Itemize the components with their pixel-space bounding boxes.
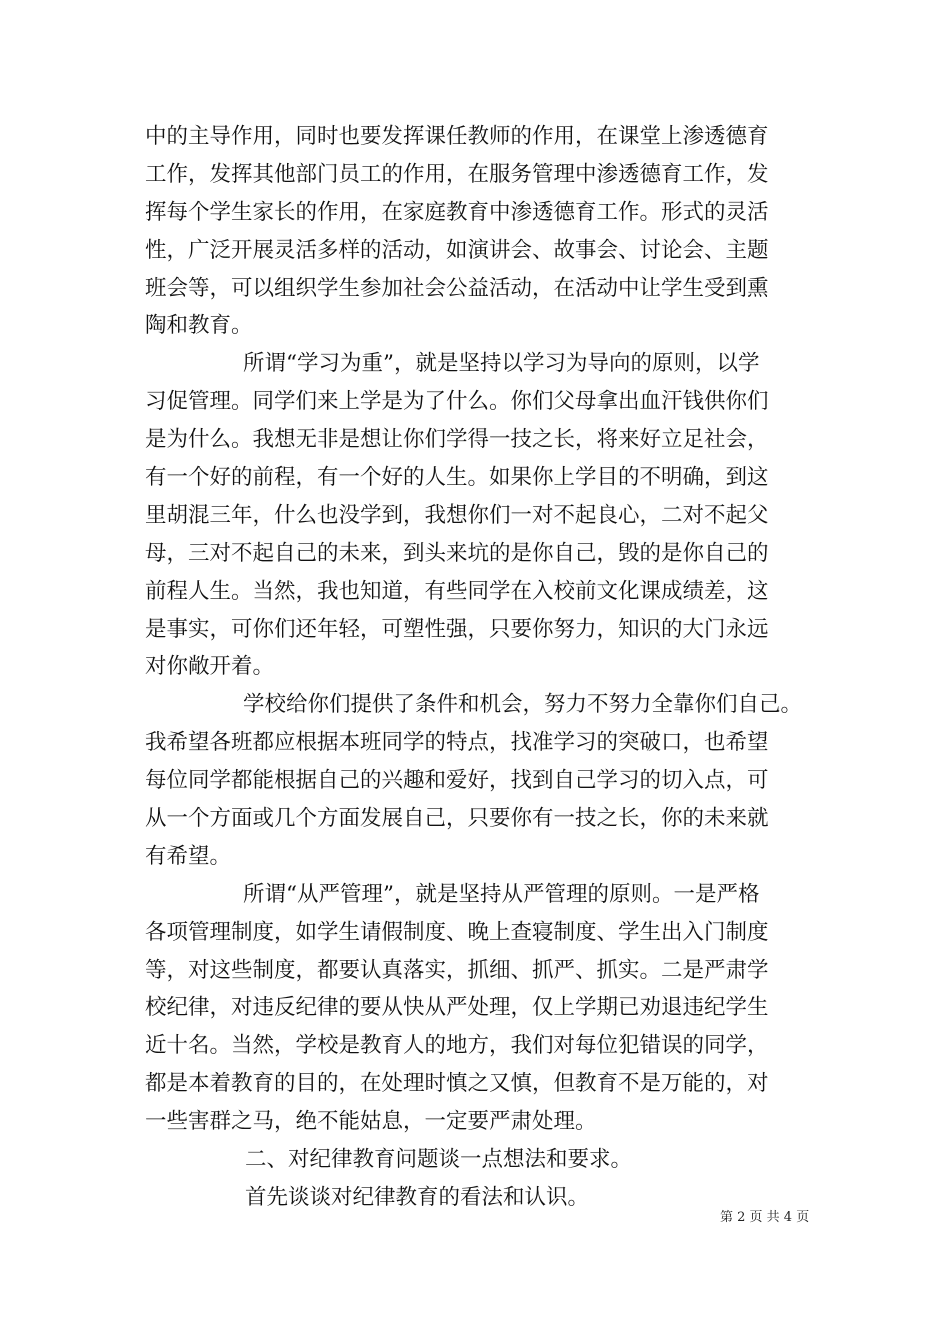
text-line: 近十名。当然，学校是教育人的地方，我们对每位犯错误的同学， bbox=[145, 1033, 769, 1059]
text-line: 习促管理。同学们来上学是为了什么。你们父母拿出血汗钱供你们 bbox=[145, 389, 769, 415]
text-line: 我希望各班都应根据本班同学的特点，找准学习的突破口，也希望 bbox=[145, 730, 769, 756]
text-line: 从一个方面或几个方面发展自己，只要你有一技之长，你的未来就 bbox=[145, 806, 769, 832]
text-line: 里胡混三年，什么也没学到，我想你们一对不起良心，二对不起父 bbox=[145, 502, 769, 528]
text-line: 是事实，可你们还年轻，可塑性强，只要你努力，知识的大门永远 bbox=[145, 616, 769, 642]
paragraph-start-line: 学校给你们提供了条件和机会，努力不努力全靠你们自己。 bbox=[243, 692, 803, 718]
text-line: 挥每个学生家长的作用，在家庭教育中渗透德育工作。形式的灵活 bbox=[145, 199, 769, 225]
text-line: 一些害群之马，绝不能姑息，一定要严肃处理。 bbox=[145, 1109, 597, 1135]
text-line: 对你敞开着。 bbox=[145, 654, 275, 680]
text-line: 每位同学都能根据自己的兴趣和爱好，找到自己学习的切入点，可 bbox=[145, 768, 769, 794]
text-line: 陶和教育。 bbox=[145, 313, 253, 339]
paragraph-start-line: 所谓“从严管理”，就是坚持从严管理的原则。一是严格 bbox=[243, 881, 760, 907]
text-line: 等，对这些制度，都要认真落实，抓细、抓严、抓实。二是严肃学 bbox=[145, 957, 769, 983]
text-line: 性，广泛开展灵活多样的活动，如演讲会、故事会、讨论会、主题 bbox=[145, 237, 769, 263]
text-line: 有一个好的前程，有一个好的人生。如果你上学目的不明确，到这 bbox=[145, 465, 769, 491]
text-line: 有希望。 bbox=[145, 843, 232, 869]
text-line: 班会等，可以组织学生参加社会公益活动，在活动中让学生受到熏 bbox=[145, 275, 769, 301]
paragraph-start-line: 所谓“学习为重”，就是坚持以学习为导向的原则，以学 bbox=[243, 351, 760, 377]
text-line: 中的主导作用，同时也要发挥课任教师的作用，在课堂上渗透德育 bbox=[145, 124, 769, 149]
text-line: 母，三对不起自己的未来，到头来坑的是你自己，毁的是你自己的 bbox=[145, 540, 769, 566]
text-line: 前程人生。当然，我也知道，有些同学在入校前文化课成绩差，这 bbox=[145, 578, 769, 604]
page-number: 第 2 页 共 4 页 bbox=[720, 1210, 810, 1225]
text-line: 都是本着教育的目的，在处理时慎之又慎，但教育不是万能的，对 bbox=[145, 1071, 769, 1097]
text-line: 是为什么。我想无非是想让你们学得一技之长，将来好立足社会， bbox=[145, 427, 769, 453]
section-heading: 二、对纪律教育问题谈一点想法和要求。 bbox=[245, 1147, 633, 1173]
text-line: 工作，发挥其他部门员工的作用，在服务管理中渗透德育工作，发 bbox=[145, 161, 769, 187]
text-line: 各项管理制度，如学生请假制度、晚上查寝制度、学生出入门制度 bbox=[145, 919, 769, 945]
text-line: 校纪律，对违反纪律的要从快从严处理，仅上学期已劝退违纪学生 bbox=[145, 995, 769, 1021]
body-text bbox=[145, 118, 815, 1217]
paragraph-start-line: 首先谈谈对纪律教育的看法和认识。 bbox=[245, 1184, 590, 1210]
